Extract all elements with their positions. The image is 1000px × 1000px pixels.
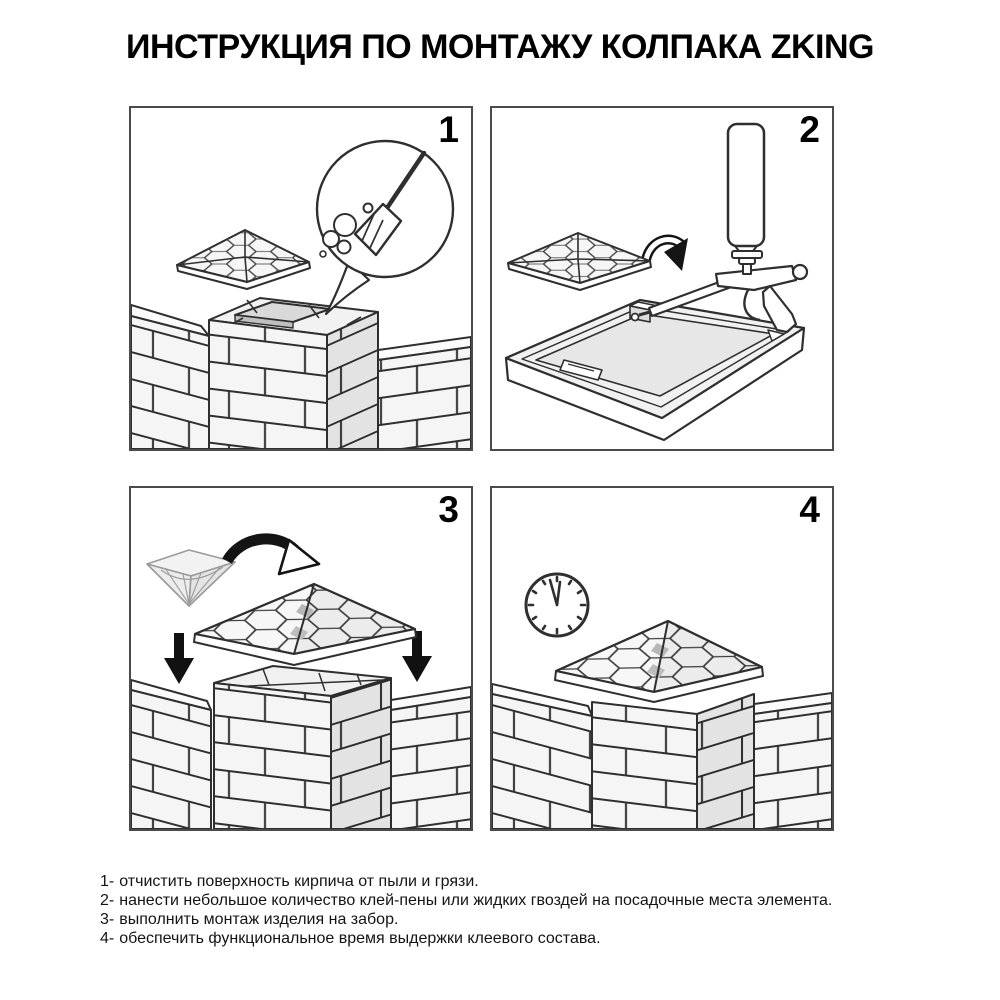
installation-steps	[100, 872, 832, 948]
step-text: выполнить монтаж изделия на забор.	[119, 911, 399, 928]
chimney-cap	[194, 584, 416, 665]
step-item	[100, 872, 832, 891]
panel-2	[490, 106, 834, 451]
gun-body	[716, 266, 796, 290]
flip-arrow-icon	[227, 539, 319, 574]
step-number: 4-	[100, 930, 115, 947]
foam-canister	[728, 124, 764, 251]
cap-small-flipped	[147, 550, 235, 606]
brick-wall-left	[131, 680, 211, 829]
step-text: обеспечить функциональное время выдержки клеевого состава.	[119, 930, 601, 947]
panel-4-illustration	[492, 488, 832, 829]
foam-dab	[632, 314, 639, 321]
step-number: 1-	[100, 873, 115, 890]
panel-1	[129, 106, 473, 451]
panel-number: 3	[438, 489, 458, 530]
cap-small	[508, 233, 651, 290]
step-number: 3-	[100, 911, 115, 928]
panel-4	[490, 486, 834, 831]
installed-cap	[555, 621, 763, 702]
step-item	[100, 910, 832, 929]
panel-number: 1	[438, 109, 458, 150]
page-title: ИНСТРУКЦИЯ ПО МОНТАЖУ КОЛПАКА ZKING	[126, 28, 874, 66]
step-text: отчистить поверхность кирпича от пыли и грязи.	[119, 873, 479, 890]
panel-grid	[129, 106, 834, 831]
rotation-arrow-icon	[646, 238, 688, 271]
brick-wall-right	[391, 687, 471, 829]
step-number: 2-	[100, 892, 115, 909]
panel-number: 4	[799, 489, 819, 530]
gun-trigger	[744, 290, 760, 320]
chimney-cap	[177, 230, 310, 289]
foam-gun-icon	[632, 124, 808, 332]
brick-wall-right	[754, 693, 832, 829]
step-text: нанести небольшое количество клей-пены или жидких гвоздей на посадочные места элемента.	[119, 892, 833, 909]
brick-pillar	[214, 666, 391, 829]
down-arrow-icon	[164, 633, 194, 684]
panel-1-illustration	[131, 108, 471, 449]
brick-wall-left	[492, 684, 592, 829]
panel-number: 2	[799, 109, 819, 150]
gun-knob	[793, 265, 807, 279]
panel-2-illustration	[492, 108, 832, 449]
step-item	[100, 929, 832, 948]
panel-3-illustration	[131, 488, 471, 829]
panel-3	[129, 486, 473, 831]
brick-pillar	[592, 694, 754, 829]
clock-icon	[526, 574, 588, 636]
brick-wall-left	[131, 305, 209, 449]
brick-wall-right	[378, 337, 471, 449]
brick-pillar	[209, 298, 378, 449]
step-item	[100, 891, 832, 910]
